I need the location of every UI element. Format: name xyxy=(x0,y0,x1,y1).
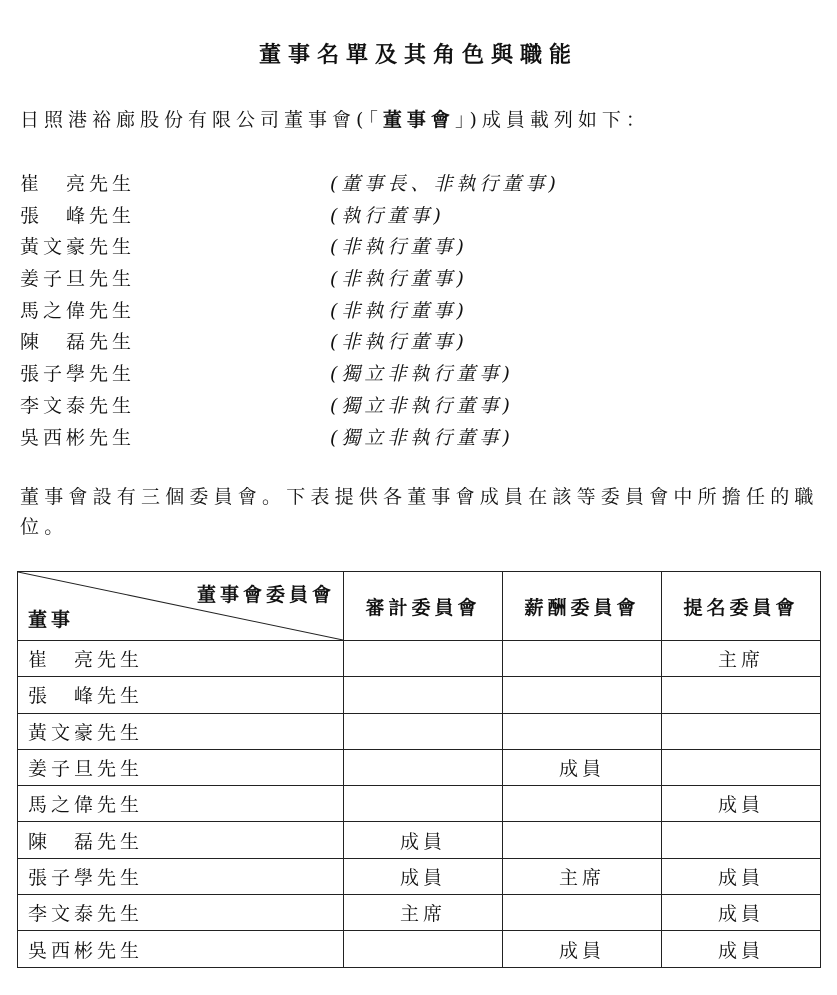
director-role: (非執行董事) xyxy=(330,268,468,291)
director-name: 張子學先生 xyxy=(20,363,136,386)
remuneration-cell: 成員 xyxy=(503,931,662,967)
table-header-row xyxy=(18,572,821,641)
nomination-cell: 主席 xyxy=(662,641,821,677)
director-role: (非執行董事) xyxy=(330,331,468,354)
row-director-name: 李文泰先生 xyxy=(18,895,344,931)
remuneration-cell xyxy=(503,822,662,858)
nomination-cell: 成員 xyxy=(662,931,821,967)
row-director-name: 吳西彬先生 xyxy=(18,931,344,967)
director-name: 吳西彬先生 xyxy=(20,426,136,449)
audit-cell xyxy=(344,713,503,749)
remuneration-cell: 成員 xyxy=(503,749,662,785)
row-director-name: 姜子旦先生 xyxy=(18,749,344,785)
director-role: (非執行董事) xyxy=(330,299,468,322)
table-row xyxy=(18,931,821,967)
director-name: 崔 亮先生 xyxy=(20,173,136,195)
nomination-cell: 成員 xyxy=(662,895,821,931)
audit-cell xyxy=(344,749,503,785)
director-name: 李文泰先生 xyxy=(20,394,136,417)
director-list-item xyxy=(20,297,800,329)
director-name: 陳 磊先生 xyxy=(20,331,136,354)
table-row xyxy=(18,895,821,931)
column-header-nomination: 提名委員會 xyxy=(662,572,821,641)
row-director-name: 陳 磊先生 xyxy=(18,822,344,858)
director-list-item xyxy=(20,424,800,456)
nomination-cell xyxy=(662,749,821,785)
audit-cell xyxy=(344,931,503,967)
director-list-item xyxy=(20,328,800,360)
audit-cell: 成員 xyxy=(344,858,503,894)
table-row xyxy=(18,677,821,713)
remuneration-cell: 主席 xyxy=(503,858,662,894)
remuneration-cell xyxy=(503,677,662,713)
director-list-item xyxy=(20,170,800,202)
audit-cell xyxy=(344,677,503,713)
audit-cell xyxy=(344,786,503,822)
intro-text-board-term: 董事會 xyxy=(382,109,455,131)
remuneration-cell xyxy=(503,895,662,931)
row-director-name: 張子學先生 xyxy=(18,858,344,894)
table-row xyxy=(18,641,821,677)
director-name: 馬之偉先生 xyxy=(20,299,136,322)
audit-cell: 成員 xyxy=(344,822,503,858)
director-list xyxy=(20,170,800,455)
director-list-item xyxy=(20,202,800,234)
audit-cell xyxy=(344,641,503,677)
director-name: 張 峰先生 xyxy=(20,204,136,227)
intro-text-start: 日照港裕廊股份有限公司董事會(「 xyxy=(20,109,383,131)
nomination-cell xyxy=(662,677,821,713)
intro-text-end: 」)成員載列如下： xyxy=(454,109,650,131)
director-list-item xyxy=(20,360,800,392)
committee-table xyxy=(17,571,821,968)
nomination-cell xyxy=(662,713,821,749)
table-row xyxy=(18,786,821,822)
director-list-item xyxy=(20,392,800,424)
remuneration-cell xyxy=(503,713,662,749)
director-list-item xyxy=(20,265,800,297)
column-header-remuneration: 薪酬委員會 xyxy=(503,572,662,641)
row-director-name: 黃文豪先生 xyxy=(18,713,344,749)
director-role: (非執行董事) xyxy=(330,236,468,259)
director-role: (董事長、非執行董事) xyxy=(330,173,560,195)
remuneration-cell xyxy=(503,786,662,822)
row-director-name: 張 峰先生 xyxy=(18,677,344,713)
page-title: 董事名單及其角色與職能 xyxy=(258,42,578,68)
nomination-cell: 成員 xyxy=(662,858,821,894)
director-name: 黃文豪先生 xyxy=(20,236,136,259)
row-director-name: 崔 亮先生 xyxy=(18,641,344,677)
audit-cell: 主席 xyxy=(344,895,503,931)
director-list-item xyxy=(20,233,800,265)
nomination-cell: 成員 xyxy=(662,786,821,822)
director-role: (執行董事) xyxy=(330,204,445,227)
director-role: (獨立非執行董事) xyxy=(330,363,514,386)
committee-paragraph: 董事會設有三個委員會。下表提供各董事會成員在該等委員會中所擔任的職位。 xyxy=(20,486,819,538)
nomination-cell xyxy=(662,822,821,858)
table-corner-header xyxy=(18,572,344,641)
corner-header-director: 董事 xyxy=(28,609,75,631)
director-role: (獨立非執行董事) xyxy=(330,394,514,417)
intro-text xyxy=(20,106,650,134)
corner-header-committee: 董事會委員會 xyxy=(196,584,335,606)
director-role: (獨立非執行董事) xyxy=(330,426,514,449)
remuneration-cell xyxy=(503,641,662,677)
table-row xyxy=(18,713,821,749)
table-row xyxy=(18,749,821,785)
column-header-audit: 審計委員會 xyxy=(344,572,503,641)
table-row xyxy=(18,858,821,894)
director-name: 姜子旦先生 xyxy=(20,268,136,291)
table-row xyxy=(18,822,821,858)
row-director-name: 馬之偉先生 xyxy=(18,786,344,822)
